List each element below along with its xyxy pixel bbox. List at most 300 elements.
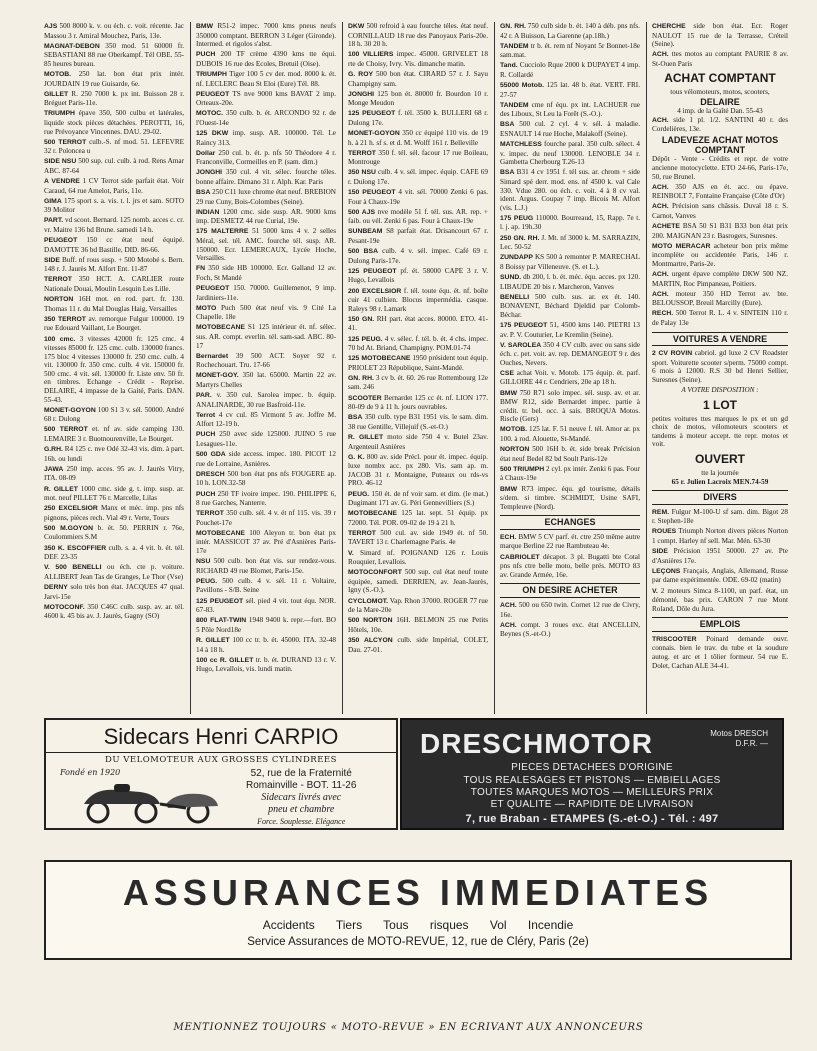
classified-ad	[348, 335, 488, 353]
classified-ad	[196, 391, 336, 409]
ad-tag: RECH.	[652, 310, 674, 318]
classified-ad	[348, 549, 488, 567]
classified-ad	[500, 22, 640, 40]
ad-text: 2 cyl. px intér. Zenki 6 pas. Four à Chaux-19e	[500, 464, 640, 483]
classified-ad	[500, 253, 640, 271]
classified-ad	[196, 129, 336, 147]
ladeveze-title: LADEVEZE ACHAT MOTOS COMPTANT	[661, 135, 779, 156]
ad-tag: NORTON	[500, 446, 530, 454]
classified-ad	[652, 116, 788, 134]
ad-text: vd scoot. Bernard. 125 nomb. acces c. cr. vr. Maitre 136 bd Brune. samedi 14 h.	[44, 216, 184, 234]
ad-tag: AJS	[44, 23, 58, 30]
ad-tag: 125 PEUGEOT	[348, 267, 397, 275]
classified-ad	[652, 508, 788, 526]
ad-tag: PUCH	[196, 490, 216, 498]
ad-text: 1200 cmc. side susp. AR. 9000 kms imp. DESMETZ 44 rue Curial, 19e.	[196, 207, 336, 226]
column-2	[196, 22, 336, 714]
classified-ad	[196, 636, 336, 654]
classified-ad	[196, 490, 336, 508]
ad-tag: 125 PEUG.	[348, 335, 383, 343]
ad-tag: PEUGEOT	[196, 90, 230, 98]
ad-text: 4 vit. sél. 70000 Zenki 6 pas. Four à Chaux-19e	[348, 188, 488, 206]
ad-tag: Dollar	[196, 149, 216, 157]
ad-text: Cucciolo Rque 2000 k DUPAYET 4 imp. R. Collardé	[500, 61, 640, 79]
ad-tag: 500 TRIUMPH	[500, 465, 545, 473]
ad-tag: ACH.	[652, 51, 669, 59]
ad-tag: JONGHI	[196, 169, 223, 177]
classified-ad	[348, 394, 488, 412]
ad-text: 51, 4500 kms 140. PIETRI 13 av. P. V. Couturier, Le Kremlin (Seine).	[500, 320, 640, 339]
ad-tag: Bernardet	[196, 352, 229, 360]
classified-ad	[348, 509, 488, 527]
ad-tag: ACH.	[652, 183, 669, 191]
ad-tag: LEÇONS	[652, 567, 681, 575]
ad-tag: 350 TERROT	[44, 315, 86, 323]
ad-tag: V. 500 BENELLI	[44, 564, 102, 572]
dreschmotor-sub2: D.F.R. —	[735, 739, 768, 748]
classified-ad	[44, 256, 184, 274]
column-divider	[190, 22, 191, 714]
ad-tag: NORTON	[44, 296, 74, 304]
ad-text: 750 culb side b. ét. 140 à déb. pns nfs. 42 r. A Buisson, La Garenne (ap.18h.)	[500, 22, 640, 40]
ad-tag: GILLET	[44, 90, 69, 98]
ad-tag: BMW	[500, 485, 517, 493]
classified-ad	[500, 101, 640, 119]
ad-tag: G.RH.	[44, 446, 63, 454]
ad-text: 39 500 ACT. Soyer 92 r. Rochechouart. Tru. 17-66	[196, 351, 336, 370]
ad-tag: BSA	[500, 121, 515, 129]
ad-tag: 125 PEUGEOT	[348, 110, 396, 118]
ad-text: 500 refroid à eau fourche téles. état neuf. CORNILLAUD 18 rue des Panoyaux Paris-20e. 18 h. 30 20 h.	[348, 22, 488, 49]
classified-columns	[44, 22, 788, 714]
ad-tag: MOTOCONF.	[44, 603, 85, 611]
ad-tag: TERROT	[196, 510, 224, 518]
ad-tag: GN. RH.	[348, 374, 374, 382]
lot-open-sub: tte la journée	[701, 468, 739, 477]
ad-tag: DRESCH	[196, 470, 225, 478]
column-4	[500, 22, 640, 714]
ad-text: 350 side HB 100000. Ecr. Galland 12 av. Foch, St Mandé	[196, 264, 336, 282]
ad-text: Buff. nf rous susp. + 500 Motobé s. Bern. 148 r. J. Jaurès M. Alfort Ent. 11-87	[44, 255, 184, 274]
ad-tag: R. GILLET	[44, 485, 78, 493]
ad-tag: A VENDRE	[44, 178, 80, 185]
page-footer: MENTIONNEZ TOUJOURS « MOTO-REVUE » EN ECRIVANT AUX ANNONCEURS	[173, 1022, 644, 1033]
ad-tag: MONET-GOYON	[44, 406, 96, 414]
ad-tag: SCOOTER	[348, 394, 382, 402]
classified-ad	[196, 149, 336, 167]
ad-text: Tiger 100 5 cv der. mod. 8000 k. ét. nf. LECLERC Beau St Eloi (Eure) Tél. 88.	[196, 69, 336, 88]
classified-ad	[196, 208, 336, 226]
ad-text: fourche paral. 350 culb. sélect. 4 v. impec. du neuf 130000. LENOBLE 34 r. Gambetta Cherbourg T.26-13	[500, 140, 640, 167]
ad-tag: ACH.	[652, 270, 669, 278]
classified-ad	[196, 577, 336, 595]
ad-text: et. nf av. side camping 130. LEMAIRE 3 r. Buotnourenville, Le Bourget.	[44, 425, 184, 444]
classified-ad	[196, 304, 336, 322]
classified-ad	[652, 242, 788, 269]
ad-tag: SUND.	[500, 273, 522, 281]
ad-text: av. remorque Fulgur 100000. 19 rue Edouard Vaillant, Le Bourget.	[44, 314, 184, 333]
ad-text: 350 culb. type B31 1951 vis. le sam. dim. 38 rue Gentille, Villejuif (S.-et-O.)	[348, 413, 488, 431]
ad-tag: ACHETE	[652, 223, 680, 230]
ad-tag: TANDEM	[500, 101, 529, 109]
column-divider	[646, 22, 647, 714]
ad-text: 500 bon état pns nfs FOUGERE ap. 10 h. LON.32-58	[196, 469, 336, 488]
carpio-subtitle: DU VELOMOTEUR AUX GROSSES CYLINDREES	[46, 752, 396, 765]
ad-text: v. 350 cul. Sarolea impec. b. équip. ANALINARDE, 30 rue Basfroid-11e.	[196, 391, 336, 409]
classified-ad	[44, 315, 184, 333]
ad-text: 150 ét. de nf voir sam. et dim. (le mat.) Dugimant 171 av. G. Péri Gennevilliers (S.)	[348, 489, 488, 508]
ad-text: 500 sup. cul. culb. à rod. Rens Amar ABC. 87-64	[44, 157, 184, 175]
ad-text: 500 16H b. ét. side break Précision état neuf Bedel 82 bd Soult Paris-12e	[500, 445, 640, 463]
ad-text: side access. impec. 180. PICOT 12 rue de Lorraine, Asnières.	[196, 450, 336, 468]
ad-tag: MOTO MERACAR	[652, 242, 711, 250]
ad-text: 250 TF ivoire impec. 190. PHILIPPE 6, 8 rue Garches, Nanterre.	[196, 489, 336, 508]
carpio-founded: Fondé en 1920	[60, 768, 121, 777]
ad-text: épave 350, 500 culbu et latérales, liquide stock pièces détachées. PEROTTI, 16, rue Prévoyance Vincennes. DAU. 29-02.	[44, 109, 184, 136]
ad-tag: 100 VILLIERS	[348, 51, 394, 59]
ad-text: sél. pied 4 vit. tout équ. NOR. 67-83.	[196, 596, 336, 615]
ad-text: 16H mot. en rod. part. fr. 130. Thomas 11 r. du Mal Douglas Haig, Versailles	[44, 295, 184, 313]
classified-ad	[652, 527, 788, 545]
ad-tag: TRIUMPH	[44, 110, 75, 118]
ad-tag: 500 GDA	[196, 451, 226, 459]
ad-tag: TERROT	[44, 276, 72, 284]
ad-text: compt. 3 roues exc. état ANCELLIN, Beynes (S.-et-O.)	[500, 620, 640, 639]
classified-ad	[500, 425, 640, 443]
classified-ad	[500, 601, 640, 619]
ad-text: 125 lat. 48 b. état. VERT. FRI. 27-57	[500, 81, 640, 99]
ad-tag: BMW	[500, 389, 517, 397]
ad-text: B31 4 cv 1951 f. tél sus. ar. chrom + side Simard spé derr. mod. ens. nf 4500 k. val Cale 330. Vdue 280. ou éch. c. voit. 4 à 8 cv val. ident. Argus. Coupay 7 imp. Bicois M. Alfort (vis. L.J.)	[500, 168, 640, 212]
ad-tag: SIDE	[652, 548, 668, 556]
ad-text: R4 125 c. nve Odé 32-43 vis. dim. à part. 16h. ou lundi	[44, 445, 184, 463]
lot-big: 1 LOT	[702, 397, 737, 412]
ad-tag: PAR.	[196, 392, 212, 400]
ad-text: Bernardet 125 cc ét. nf. LION 177. 80-09 de 9 à 11 h. jours ouvrables.	[348, 393, 488, 412]
classified-ad	[500, 168, 640, 212]
ad-tag: V.	[652, 587, 658, 595]
classified-ad	[196, 450, 336, 468]
ad-text: 350 mod. 51 60000 fr. SEBASTIANI 88 rue Oberkampf. Tél OBE. 55-85 heures bureau.	[44, 41, 184, 68]
ad-text: b. ét. 50. PERRIN r. 76e, Coulommiers S.M	[44, 523, 184, 542]
ad-tag: MOTOBECANE	[196, 529, 245, 537]
ad-tag: BSA	[196, 189, 211, 197]
ad-tag: PEUGEOT	[44, 237, 78, 245]
ad-text: 350 culb. sél. 4 v. ét nf 115. vis. 39 r Pouchet-17e	[196, 509, 336, 527]
delaire-name: DELAIRE	[700, 97, 740, 108]
ad-tag: PUCH	[196, 51, 216, 59]
classified-ad	[44, 544, 184, 562]
ad-tag: SUNBEAM	[348, 228, 383, 236]
classified-ad	[348, 247, 488, 265]
ad-text: side bon état. Ecr. Roger NAULOT 15 rue de la Terrasse, Créteil (Seine).	[652, 22, 788, 49]
classified-ad	[196, 22, 336, 49]
ad-tag: 55000 Motob.	[500, 82, 544, 90]
classified-ad	[652, 50, 788, 68]
classified-ad	[44, 563, 184, 581]
lot-open: OUVERT	[694, 451, 745, 466]
classified-ad	[196, 284, 336, 302]
ad-text: db 200, l. b. ét. méc. équ. acces. px 120. LIBAUDE 20 bis r. Marcheron, Vanves	[500, 272, 640, 291]
ad-text: 16H. BELMON 25 rue Petits Hôtels, 10e.	[348, 616, 488, 634]
ad-tag: DKW	[348, 23, 365, 30]
classified-ad	[196, 109, 336, 127]
ad-text: 500 culb. bon état vis. sur rendez-vous. RICHARD 49 rue Blomet, Paris-15e.	[196, 557, 336, 575]
sidecar-illustration	[76, 778, 226, 824]
lot-body: petites voitures ttes marques le px et un gd choix de motos, vélomoteurs scooters et tandems à moteur accept. tte repr. motos et voit.	[652, 414, 788, 449]
ad-tag: V.	[348, 549, 354, 557]
ad-text: 1 CV Terrot side parfait état. Voir Caraud, 64 rue Amelot, Paris, 11e.	[44, 177, 184, 195]
classified-ad	[196, 227, 336, 262]
ad-text: 350 AJS en ét. acc. ou épave. REINBOLT 7, Fontaine Française (Côte d'Or)	[652, 182, 788, 201]
classified-ad	[348, 597, 488, 615]
ad-text: 1000 cmc. side g. t. imp. susp. ar. mot. neuf PILLET 76 r. Marcelle, Lilas	[44, 484, 184, 503]
classified-ad	[196, 557, 336, 575]
ad-tag: GN. RH.	[500, 23, 526, 30]
ad-tag: MOTOCONFORT	[348, 569, 402, 577]
ad-tag: 175 PEUGEOT	[500, 321, 548, 329]
carpio-delivered: Sidecars livrés avec	[261, 792, 342, 803]
classified-ad	[500, 621, 640, 639]
ad-tag: 150 PEUGEOT	[348, 189, 396, 197]
ad-text: 350 cul. 4 vit. sélec. fourche téles. bonne affaire. Dimano 31 r. Alph. Kar. Paris	[196, 168, 336, 186]
classified-ad	[44, 583, 184, 601]
ad-tag: SIDE	[44, 256, 60, 264]
ad-tag: TERROT	[348, 149, 376, 157]
ad-tag: MAGNAT-DEBON	[44, 42, 100, 50]
ad-text: ou éch. cte p. voiture. ALLIBERT Jean Tas de Granges, Le Thor (Vse)	[44, 563, 184, 581]
ad-tag: R. GILLET	[348, 433, 384, 441]
ad-tag: MONET-GOY.	[196, 372, 239, 380]
ad-tag: 500 TERROT	[44, 426, 88, 434]
ad-tag: CYCLOMOT.	[348, 597, 389, 605]
ad-tag: MOTOB.	[44, 70, 72, 78]
ad-text: R. 250 7000 k. px int. Buisson 28 r. Bréguet Paris-11e.	[44, 89, 184, 108]
classified-ad	[652, 202, 788, 220]
classified-ad	[196, 411, 336, 429]
classified-ad	[500, 321, 640, 339]
ad-text: Triumph Norton divers pièces Norton 1 compt. Harley nf sell. Mar. Mén. 63-30	[652, 527, 788, 546]
ad-tag: SIDE NSU	[44, 158, 77, 166]
classified-ad	[652, 222, 788, 240]
ad-text: BSA 50 S1 B31 B33 bon état prix 200. MAIGNAN 23 r. Basrogers, Suresnes.	[652, 222, 788, 240]
ad-text: ttes motos au comptant PAURIE 8 av. St-Ouen Paris	[652, 50, 788, 68]
classified-ad	[500, 485, 640, 512]
classified-ad	[500, 140, 640, 167]
ad-text: 2 moteurs Simca 8-1100, un parf. état, un démonté, bas prix. CARON 7 rue Mont Roland, Dôle du Jura.	[652, 586, 788, 613]
classified-ad	[652, 587, 788, 614]
ad-tag: FN	[196, 265, 206, 273]
column-divider	[494, 22, 495, 714]
ad-tag: ACH.	[500, 621, 517, 629]
classified-ad	[44, 90, 184, 108]
classified-ad	[44, 504, 184, 522]
ad-text: 500 cul. av. side 1949 ét. nf 50. TAVERT 13 r. Charlemagne Paris. 4e	[348, 528, 488, 547]
classified-ad	[44, 524, 184, 542]
classified-ad	[652, 349, 788, 384]
ad-text: 250 avec side 125000. JUINO 5 rue Lesagues-11e.	[196, 430, 336, 449]
ad-text: BMW 5 CV parf. ét. ctre 250 même autre marque Berline 22 rue Rambuteau 4e.	[500, 532, 640, 551]
carpio-sidecars-ad	[44, 718, 398, 830]
ad-tag: TERROT	[348, 529, 376, 537]
classified-ad	[44, 295, 184, 313]
ad-tag: CSE	[500, 369, 514, 377]
dreschmotor-line-4: ET QUALITE — RAPIDITE DE LIVRAISON	[490, 799, 694, 810]
column-3	[348, 22, 488, 714]
assurances-service: Service Assurances de MOTO-REVUE, 12, rue de Cléry, Paris (2e)	[247, 936, 589, 948]
ad-tag: BSA	[348, 414, 363, 422]
classified-ad	[44, 236, 184, 254]
classified-ad	[44, 216, 184, 234]
classified-ad	[500, 81, 640, 99]
classified-ad	[44, 70, 184, 88]
ad-text: f. tél. toute équ. ét. nf. boîte cuir 41 culbien. Blocus impermédia. casque. Raleys 98 r. Lamark	[348, 286, 488, 313]
ad-text: 250 imp. acces. 95 av. J. Jaurès Vitry, ITA. 08-09	[44, 464, 184, 483]
classified-ad	[44, 445, 184, 463]
classified-ad	[500, 389, 640, 424]
delaire-address: 4 imp. de la Gaîté Dan. 55-43	[677, 107, 763, 116]
ad-text: moto side 750 4 v. Butel 23av. Argenteuil Asnières	[348, 432, 488, 451]
ad-tag: JAWA	[44, 465, 64, 473]
classified-ad	[348, 90, 488, 108]
ad-text: 350 f. tél. sél. facour 17 rue Boileau, Montrouge	[348, 148, 488, 167]
ad-text: Manx et méc. imp. pns nfs pignons, pièces rech. Vial 49 r. Verte, Tours	[44, 504, 184, 522]
ad-tag: DERNY	[44, 583, 68, 591]
ad-tag: ACH.	[652, 116, 669, 124]
lot-heading: A VOTRE DISPOSITION :	[681, 386, 759, 394]
ad-text: Simard nf. POIGNAND 126 r. Louis Rouquier, Levallois.	[348, 548, 488, 567]
carpio-city: Romainville - BOT. 11-26	[246, 780, 357, 791]
classified-ad	[500, 533, 640, 551]
ad-tag: BMW	[196, 23, 213, 30]
ad-tag: BENELLI	[500, 293, 530, 301]
classified-ad	[500, 61, 640, 79]
ad-text: 500 sup. cul état neuf toute équipée, samedi. DERRIEN, av. Jean-Jaurès, Igny (S.-O.).	[348, 568, 488, 595]
ad-text: Poinard demande ouvr. connais. bien le trav. du tube et la soudure autog. et arc et 1 tôlier formeur. 54 rue E. Dolet, Cachan ALE 34-41.	[652, 634, 788, 670]
ad-tag: PART.	[44, 217, 64, 225]
ad-tag: 125 PEUGEOT	[196, 597, 244, 605]
classified-ad	[196, 597, 336, 615]
classified-ad	[196, 352, 336, 370]
ad-tag: JONGHI	[348, 90, 375, 98]
ad-text: acheteur bon prix même incomplète ou accidentée Paris, 146 r. Montmartre, Paris-2e.	[652, 241, 788, 268]
classified-ad	[500, 369, 640, 387]
classified-ad	[44, 22, 184, 40]
ad-text: tr. b. ét. DURAND 13 r. V. Hugo, Levallois, vis. lundi matin.	[196, 655, 336, 674]
ad-tag: PUCH	[196, 431, 216, 439]
ad-text: 350 HCT. A. CARLIER route Nationale Douai, Moulin Lesquin Les Lille.	[44, 275, 184, 294]
ad-text: 500 bon état. CIRARD 57 r. J. Sayu Champigny sam.	[348, 69, 488, 88]
ad-text: S8 parfait état. Drisancourt 67 r. Pesant-19e	[348, 227, 488, 246]
ad-tag: G. ROY	[348, 70, 374, 78]
classified-ad	[196, 470, 336, 488]
ad-text: imp. susp. AR. 100000. Tél. Le Raincy 313.	[196, 129, 336, 147]
achat-comptant-title: ACHAT COMPTANT	[664, 71, 776, 86]
carpio-tires: pneu et chambre	[268, 804, 335, 815]
classified-ad	[500, 293, 640, 320]
ad-tag: 175 PEUG	[500, 214, 534, 222]
ad-tag: G. K.	[348, 453, 365, 461]
classified-ad	[500, 273, 640, 291]
dreschmotor-address: 7, rue Braban - ETAMPES (S.-et-O.) - Tél. : 497	[465, 813, 719, 825]
ad-text: 500 culb. 4 v. sél. 11 r. Voltaire, Pavillons - S/B. Seine	[196, 576, 336, 595]
ad-tag: TANDEM	[500, 42, 529, 50]
ad-tag: MOTO	[196, 304, 217, 312]
classified-ad	[500, 553, 640, 580]
ad-tag: 200 EXCELSIOR	[348, 287, 402, 295]
section-heading: DIVERS	[652, 490, 788, 505]
ad-tag: MOTOB.	[500, 426, 528, 434]
ad-text: 500 culb. sus. ar. ex ét. 140. BONAVENT, Béchard Djeldid par Colomb-Béchar.	[500, 292, 640, 319]
classified-ad	[348, 354, 488, 372]
lot-address: 65 r. Julien Lacroix MEN.74-59	[671, 477, 769, 486]
classified-ad	[44, 157, 184, 175]
ad-text: 175 sport s. a. vis. t. l. jrs et sam. SOTO 39 Molitor	[44, 196, 184, 215]
ad-text: R73 impec. équ. gd tourisme, détails s/dem. si timbre. SCHMIDT, Usine SAFI, Templeuve (Nord).	[500, 484, 640, 511]
ad-text: 200 TF crème 4390 kms tte équi. DUBOIS 16 rue des Ecoles, Bretuil (Oise).	[196, 50, 336, 68]
ad-text: Fulgur M-100-U sf sam. dim. Bigot 28 r. Stephen-18e	[652, 507, 788, 526]
classified-ad	[652, 183, 788, 201]
classified-ad	[44, 335, 184, 405]
ad-text: J. Mt. nf 3000 k. M. SARRAZIN, Lec. 50-52	[500, 233, 640, 252]
ad-tag: ACH.	[652, 290, 669, 298]
section-heading: ON DESIRE ACHETER	[500, 583, 640, 598]
classified-ad	[500, 341, 640, 368]
classified-ad	[196, 529, 336, 556]
ad-tag: MOTOBECANE	[196, 324, 245, 332]
ad-tag: REM.	[652, 508, 669, 516]
assurances-ad	[44, 860, 792, 960]
ad-text: 51 5000 kms 4 v. 2 selles Méral, sel. tél. AMC. fourche tél. susp. AR. 150000. Ecr. LEMERCAUX, Lycée Hoche, Versailles.	[196, 227, 336, 263]
ad-tag: 100 cmc.	[44, 335, 76, 343]
ad-tag: 500 NORTON	[348, 617, 393, 625]
ad-text: TS nve 9000 kms BAVAT 2 imp. Orteaux-20e.	[196, 89, 336, 108]
ad-tag: MOTOBECANE	[348, 510, 397, 518]
ad-text: culb. s. a. 4 vit. b. ét. tél. DEF. 23-35	[44, 543, 184, 562]
ad-text: RH part. état acces. 80000. ETO. 41-41.	[348, 314, 488, 333]
ad-text: culb. side Impérial, COLET, Dau. 27-01.	[348, 635, 488, 654]
classified-ad	[44, 465, 184, 483]
ad-text: 4 v. sélec. f. tél. b. ét. 4 chs. impec. 70 bd At. Briand, Champigny. POM.01-74	[348, 334, 488, 353]
ad-tag: 175 MALTERRE	[196, 228, 249, 236]
column-divider	[342, 22, 343, 714]
ad-text: 125 bon ét. 80000 fr. Bourdon 10 r. Monge Meudon	[348, 89, 488, 108]
classified-ad	[348, 636, 488, 654]
ad-tag: 125 DKW	[196, 130, 229, 138]
ad-text: KS 500 à remonter P. MARECHAL 8 Boissy par Villeneuve. (S. et L.).	[500, 253, 640, 271]
section-heading: EMPLOIS	[652, 617, 788, 632]
ad-tag: BSA	[500, 169, 515, 177]
ad-text: 100 cc tr. b. ét. 45000. ITA. 32-48 14 à 18 h.	[196, 635, 336, 654]
ad-text: culb.-S. nf mod. 51. LEFEVRE 32 r. Poloncea u	[44, 137, 184, 156]
ad-tag: ROUES	[652, 528, 677, 536]
ad-tag: TRIUMPH	[196, 70, 227, 78]
ad-text: 250 C11 luxe chrome état neuf. BREBION 29 rue Cuny, Bois-Colombes (Seine).	[196, 188, 336, 206]
classified-ad	[348, 129, 488, 147]
classified-ad	[196, 90, 336, 108]
classified-ad	[348, 433, 488, 451]
classified-ad	[348, 568, 488, 595]
assurances-title: ASSURANCES IMMEDIATES	[122, 872, 714, 913]
dreschmotor-line-3: TOUTES MARQUES MOTOS — MEILLEURS PRIX	[470, 787, 714, 798]
ad-text: Vap. Rhon 37000. ROGER 77 rue de la Mare-20e	[348, 596, 488, 615]
ad-text: R51-2 impec. 7000 kms pneus neufs 350000 comptant. BERRON 3 Léger (Gironde). Intermed. et rigolos s'abst.	[196, 22, 336, 49]
carpio-title: Sidecars Henri CARPIO	[103, 724, 339, 749]
ad-text: impec. 45000. GRIVELET 18 rte de Choisy, Ivry. Vis. dimanche matin.	[348, 50, 488, 68]
carpio-street: 52, rue de la Fraternité	[250, 768, 352, 779]
dreschmotor-brand: DRESCHMOTOR	[420, 728, 653, 759]
ad-text: 500 Terrot R. L. 4 v. SINTEIN 110 r. de Palay 13e	[652, 309, 788, 327]
